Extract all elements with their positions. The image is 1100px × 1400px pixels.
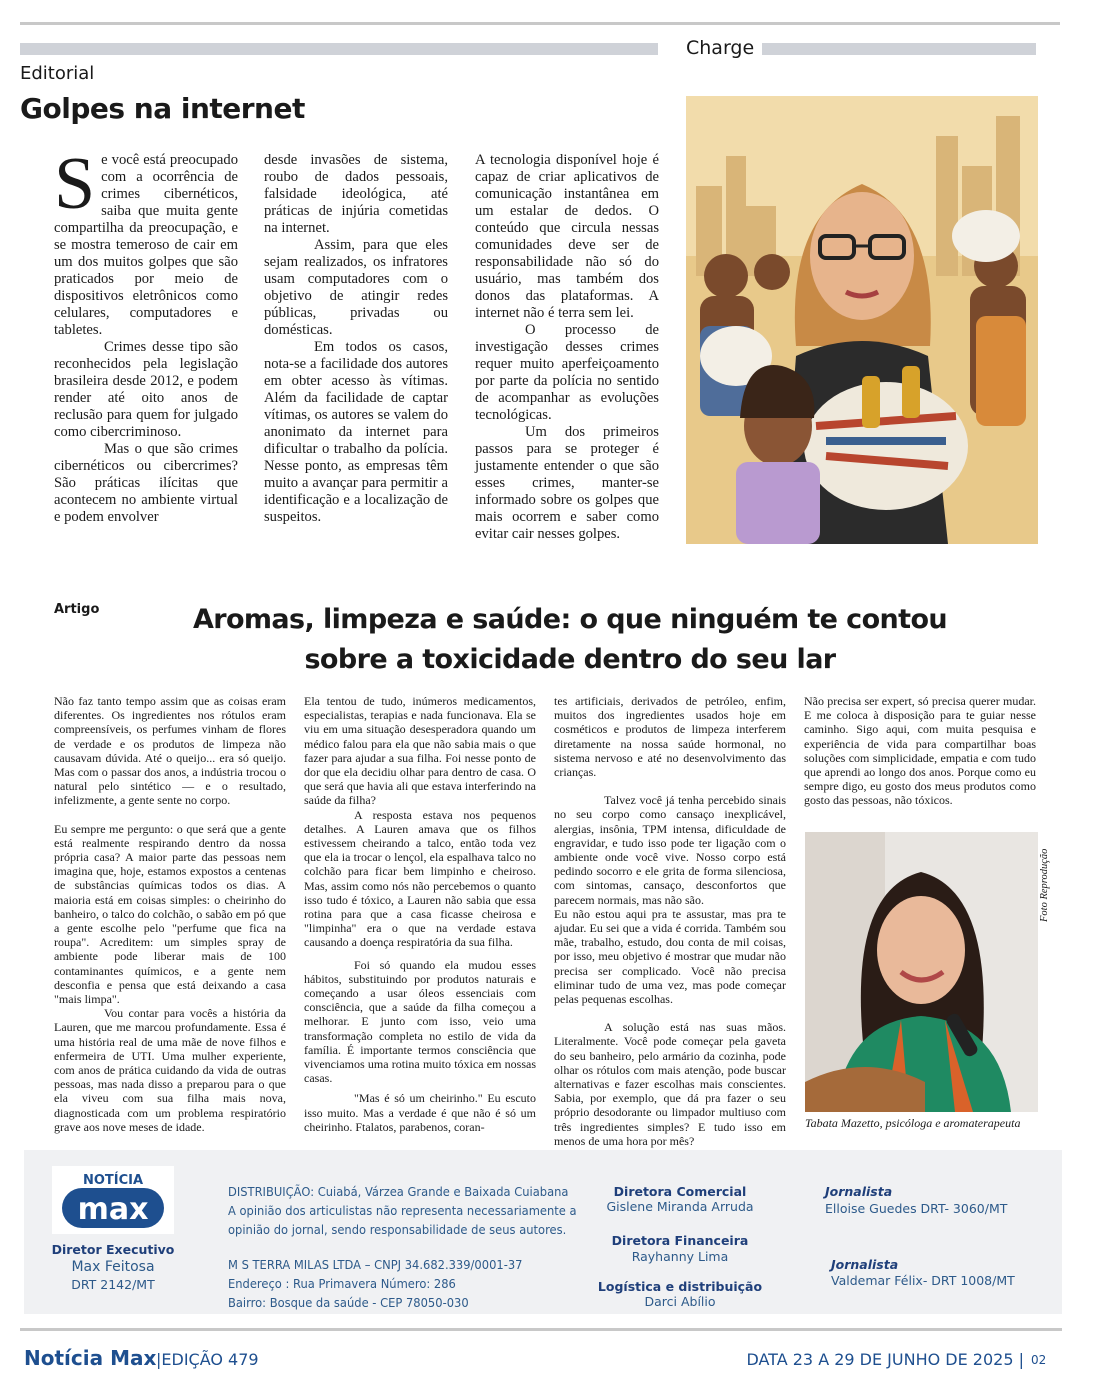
noticia-max-logo	[52, 1166, 174, 1234]
director-drt: DRT 2142/MT	[71, 1277, 155, 1292]
paragraph: A solução está nas suas mãos. Literalmente. Você pode começar pela gaveta do seu banheiro, pelo armário da cozinha, pode olhar os rótulos com mais atenção, pode buscar alternativas e fazer escolhas mais conscientes. Sabia, por exemplo, que dá pra fazer o seu próprio desodorante ou limpador multiuso com três ingredientes simples? E tudo isso em menos de uma hora por mês?	[554, 1020, 786, 1148]
paragraph: A resposta estava nos pequenos detalhes. A Lauren amava que os filhos estivessem cheirando a talco, então toda vez que ela ia trocar o lençol, ela espalhava talco no colchão para ficar bem limpinho e cheiroso. Mas, assim como nós não percebemos o quanto isso tudo é tóxico, a Lauren não sabia que essa rotina para que a casa ficasse cheirosa e "limpinha" era o que na verdade estava causando a doença respiratória da sua filha.	[304, 807, 536, 950]
paragraph: A tecnologia disponível hoje é capaz de criar aplicativos de comunicação instantânea em um estalar de dedos. O conteúdo que circula nessas comunidades deve ser de responsabilidade não só do usuário, mas também dos donos das plataformas. A internet não é terra sem lei.	[475, 152, 659, 321]
paragraph: Eu não estou aqui pra te assustar, mas pra te ajudar. Eu sei que a vida é corrida. Também sou mãe, trabalho, estudo, dou conta de mil coisas, por isso, meu objetivo é mostrar que mudar não precisa ser complicado. Você não precisa eliminar tudo de uma vez, mas pode começar pelas pequenas escolhas.	[554, 906, 786, 1007]
logistics-name: Darci Abílio	[644, 1294, 716, 1309]
page-number: 02	[1031, 1353, 1047, 1367]
company-address: Endereço : Rua Primavera Número: 286	[228, 1276, 456, 1291]
editorial-column-1	[54, 143, 238, 526]
article-column-3	[554, 694, 786, 1148]
paragraph: Mas o que são crimes cibernéticos ou cibercrimes? São práticas ilícitas que acontecem no ambiente virtual e podem envolver	[54, 441, 238, 525]
journalist-label: Jornalista	[831, 1257, 899, 1272]
commercial-director-label: Diretora Comercial	[613, 1184, 747, 1199]
article-column-2	[304, 694, 536, 1134]
director-name: Max Feitosa	[71, 1259, 155, 1275]
editorial-column-3	[475, 152, 659, 543]
paragraph: tes artificiais, derivados de petróleo, enfim, muitos dos ingredientes usados hoje em cosméticos e produtos de limpeza interferem diretamente na nossa saúde hormonal, no sistema nervoso e até no desenvolvimento das crianças.	[554, 694, 786, 780]
article-title-line-1: Aromas, limpeza e saúde: o que ninguém te contou	[192, 604, 948, 635]
editorial-column-2	[264, 152, 448, 526]
paragraph: Foi só quando ela mudou esses hábitos, substituindo por produtos naturais e começando a usar óleos essenciais com consciência, que a saúde da filha começou a melhorar. E junto com isso, veio uma transformação completa no estilo de vida da família. É importante termos consciência que vivenciamos uma rotina muito tóxica em nossas casas.	[304, 957, 536, 1086]
distribution-info	[228, 1182, 578, 1239]
paragraph: Um dos primeiros passos para se proteger é justamente entender o que são esses crimes, manter-se informado sobre os golpes que mais ocorrem e saber como evitar cair nesses golpes.	[475, 424, 659, 542]
top-rule	[20, 22, 1060, 25]
author-photo	[805, 832, 1038, 1112]
editorial-header-bar	[20, 43, 658, 55]
commercial-director-name: Gislene Miranda Arruda	[606, 1199, 754, 1214]
paragraph: "Mas é só um cheirinho." Eu escuto isso muito. Mas a verdade é que não é só um cheirinho. Ftalatos, parabenos, coran-	[304, 1091, 536, 1134]
paragraph: Vou contar para vocês a história da Lauren, que me marcou profundamente. Essa é uma história real de uma mãe de nove filhos e enfermeira de UTI. Uma mulher experiente, com anos de prática cuidando da vida de outras pessoas, mas nada disso a preparou para o que ela viveu com sua filha mais nova, diagnosticada com um problema respiratório grave aos nove meses de idade.	[54, 1006, 286, 1134]
disclaimer-line: A opinião dos articulistas não representa necessariamente a	[228, 1203, 577, 1218]
paragraph: Em todos os casos, nota-se a facilidade dos autores em obter acesso às vítimas. Além da facilidade de captar vítimas, os autores se valem do anonimato da internet para dificultar o trabalho da polícia. Nesse ponto, as empresas têm muito a avançar para permitir a identificação e a localização de suspeitos.	[264, 339, 448, 525]
bottom-rule	[20, 1328, 1062, 1331]
financial-director-name: Rayhanny Lima	[631, 1249, 729, 1264]
disclaimer-line: opinião do jornal, sendo responsabilidade de seus autores.	[228, 1222, 567, 1237]
issue-date: DATA 23 A 29 DE JUNHO DE 2025 |	[746, 1350, 1024, 1369]
company-info	[228, 1255, 578, 1312]
logistics-label: Logística e distribuição	[597, 1279, 763, 1294]
article-title	[140, 600, 1000, 680]
paragraph: Ela tentou de tudo, inúmeros medicamentos, especialistas, terapias e nada funcionava. Ela se viu em uma situação desesperadora quando um médico falou para ela que não sabia mais o que fazer para ajudar a sua filha. Foi nesse ponto de dor que ela decidiu olhar para dentro de casa. O que será que havia ali que estava interferindo na saúde da filha?	[304, 694, 536, 808]
financial-director-label: Diretora Financeira	[611, 1233, 749, 1248]
photo-credit: Foto Reprodução	[1039, 848, 1050, 922]
paragraph: desde invasões de sistema, roubo de dados pessoais, falsidade ideológica, até práticas de injúria cometidas na internet.	[264, 152, 448, 236]
drop-cap: S	[54, 143, 96, 225]
charge-section-label: Charge	[686, 37, 755, 59]
paragraph: O processo de investigação desses crimes requer muito aperfeiçoamento por parte da polícia no sentido de acompanhar as evoluções tecnológicas.	[475, 322, 659, 423]
company-cnpj: M S TERRA MILAS LTDA – CNPJ 34.682.339/0001-37	[228, 1257, 523, 1272]
article-section-label: Artigo	[54, 602, 100, 617]
article-title-line-2: sobre a toxicidade dentro do seu lar	[304, 644, 836, 675]
charge-header-bar	[762, 43, 1036, 55]
journalist-name: Elloise Guedes DRT- 3060/MT	[825, 1201, 1008, 1216]
distribution-line: DISTRIBUIÇÃO: Cuiabá, Várzea Grande e Baixada Cuiabana	[228, 1184, 569, 1199]
editorial-section-label: Editorial	[20, 63, 95, 84]
paragraph: Crimes desse tipo são reconhecidos pela legislação brasileira desde 2012, e podem render até oito anos de reclusão para quem for julgado como cibercriminoso.	[54, 339, 238, 440]
paragraph: Assim, para que eles sejam realizados, os infratores usam computadores com o objetivo de atingir redes públicas, privadas ou domésticas.	[264, 237, 448, 338]
newspaper-brand: Notícia Max	[24, 1346, 157, 1370]
photo-caption: Tabata Mazetto, psicóloga e aromaterapeuta	[805, 1116, 1021, 1130]
paragraph: Não precisa ser expert, só precisa querer mudar. E me coloca à disposição para te guiar nesse caminho. Sigo aqui, com muita pesquisa e experiência de vida para compartilhar boas soluções com simplicidade, empatia e com tudo que aprendi ao longo dos anos. Porque como eu sempre digo, eu gosto dos meus produtos como gosto das pessoas, não tóxicos.	[804, 694, 1036, 808]
paragraph: Talvez você já tenha percebido sinais no seu corpo como cansaço inexplicável, alergias, insônia, TPM intensa, dificuldade de engravidar, e tudo isso pode ter ligação com o ambiente onde você vive. Nosso corpo está pedindo socorro e ele grita de forma silenciosa, com sintomas, cansaço, desconfortos que parecem normais, mas não são.	[554, 793, 786, 907]
edition-number: |EDIÇÃO 479	[156, 1350, 259, 1369]
svg-text:max: max	[77, 1192, 149, 1227]
svg-text:NOTÍCIA: NOTÍCIA	[82, 1173, 144, 1188]
article-column-1	[54, 694, 286, 1134]
journalist-label: Jornalista	[825, 1184, 893, 1199]
article-column-4	[804, 694, 1036, 808]
paragraph: Não faz tanto tempo assim que as coisas eram diferentes. Os ingredientes nos rótulos eram compreensíveis, os perfumes vinham de flores de verdade e os produtos de limpeza não causavam dúvida. Até o queijo... era só queijo. Mas com o passar dos anos, a indústria trocou o natural pelo sintético — e o resultado, infelizmente, a gente sente no corpo.	[54, 694, 286, 808]
paragraph: e você está preocupado com a ocorrência de crimes cibernéticos, saiba que muita gente compartilha da preocupação, e se mostra temeroso de cair em um dos muitos golpes que são praticados por meio de dispositivos eletrônicos como celulares, computadores e tabletes.	[54, 152, 238, 338]
charge-cartoon-illustration	[686, 96, 1038, 544]
paragraph: Eu sempre me pergunto: o que será que a gente está realmente respirando dentro da nossa própria casa? A maior parte das pessoas nem imagina que, hoje, estamos expostos a centenas de substâncias químicas todos os dias. A maioria está em coisas simples: o cheirinho do banheiro, o talco do colchão, o sabão em pó que a gente escolhe pelo "perfume que fica na roupa". Acreditem: um simples spray de ambiente pode liberar mais de 100 contaminantes químicos, e a gente nem desconfia e pensa que está deixando a casa "mais limpa".	[54, 821, 286, 1007]
editorial-title: Golpes na internet	[20, 92, 305, 125]
journalist-name: Valdemar Félix- DRT 1008/MT	[831, 1273, 1015, 1288]
director-label: Diretor Executivo	[51, 1242, 175, 1257]
company-district: Bairro: Bosque da saúde - CEP 78050-030	[228, 1295, 469, 1310]
